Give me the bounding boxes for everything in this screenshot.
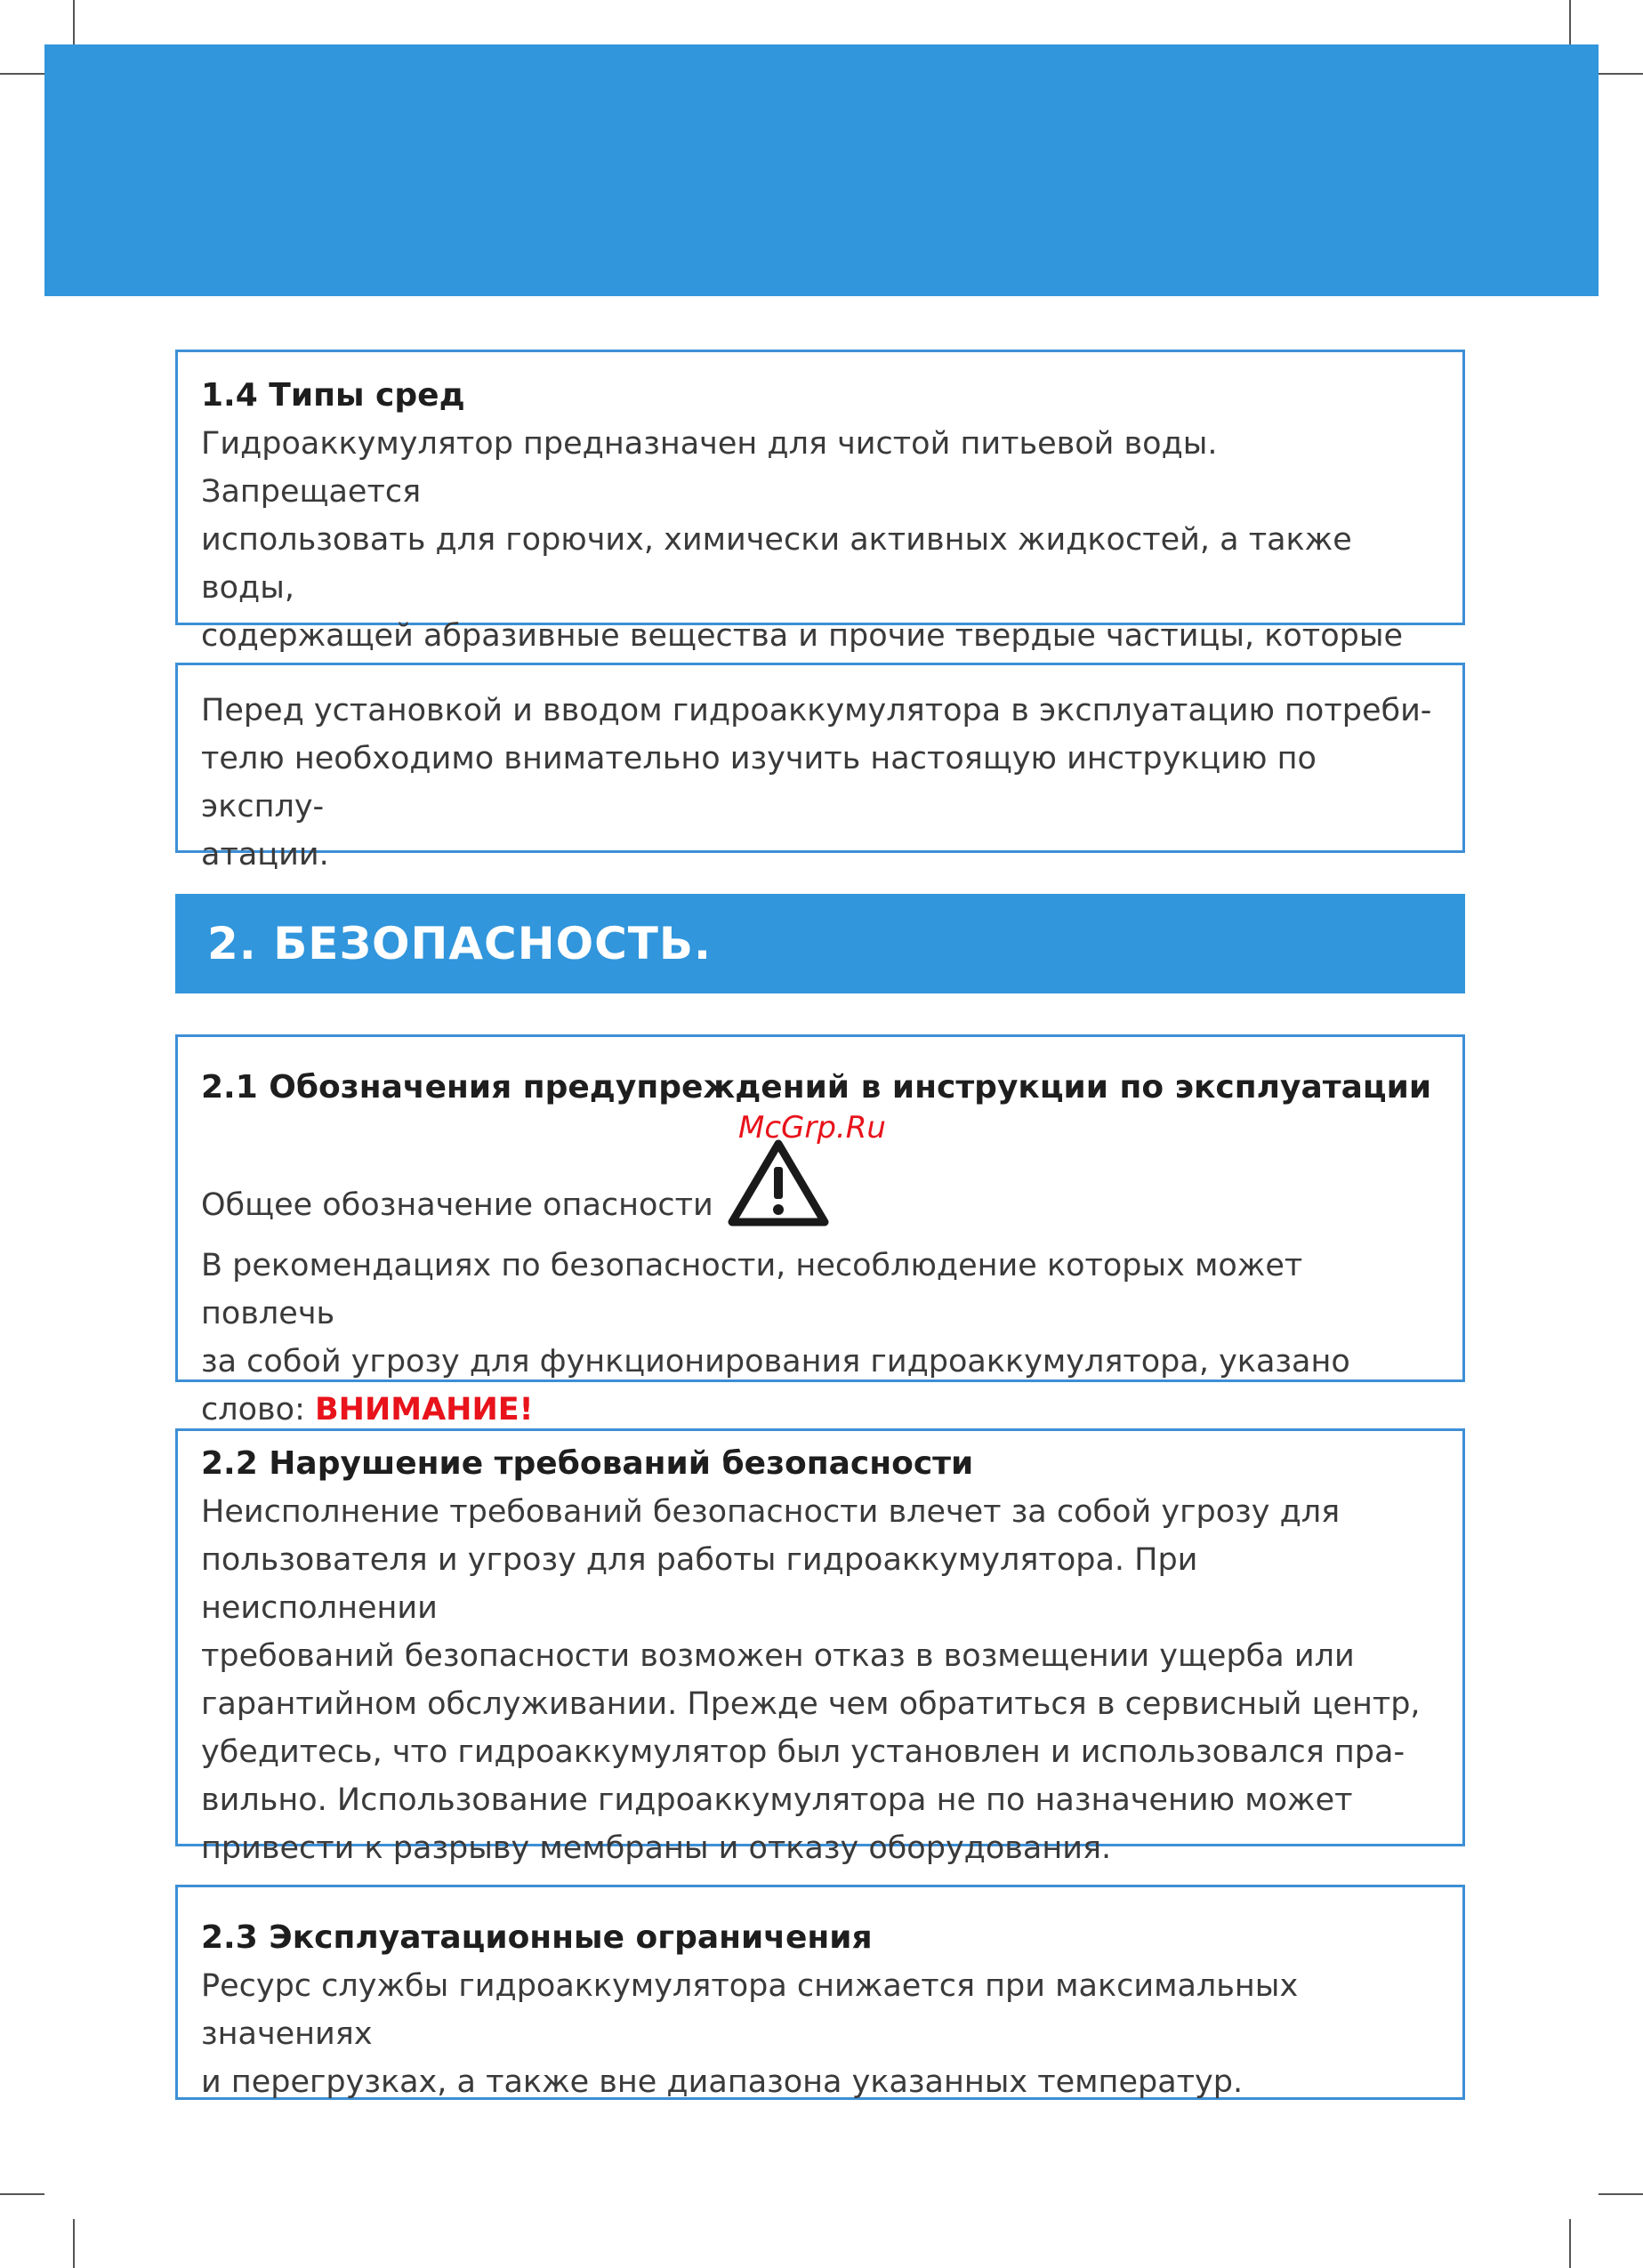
body-line: пользователя и угрозу для работы гидроаккумулятора. При неисполнении (201, 1542, 1198, 1626)
hazard-line (201, 1138, 1439, 1242)
body-line: использовать для горючих, химически активных жидкостей, а также воды, (201, 522, 1352, 606)
section-2-heading: 2. БЕЗОПАСНОСТЬ. (207, 918, 712, 969)
crop-mark (0, 2193, 44, 2195)
section-2-1-title: 2.1 Обозначения предупреждений в инструкции по эксплуатации (201, 1069, 1432, 1106)
notice-body (201, 687, 1439, 879)
crop-mark (73, 2219, 75, 2268)
crop-mark (1599, 73, 1643, 75)
body-line: за собой угрозу для функционирования гидроаккумулятора, указано (201, 1344, 1350, 1379)
section-2-3-body (201, 1962, 1439, 2106)
section-2-1-box (175, 1034, 1465, 1428)
section-1-4-title: 1.4 Типы сред (201, 377, 465, 414)
body-line: гарантийном обслуживании. Прежде чем обратиться в сервисный центр, (201, 1686, 1421, 1722)
section-2-1-body (201, 1138, 1439, 1434)
section-2-header (175, 894, 1465, 993)
body-line: убедитесь, что гидроаккумулятор был установлен и использовался пра- (201, 1734, 1405, 1770)
body-line: Перед установкой и вводом гидроаккумулятора в эксплуатацию потреби- (201, 693, 1432, 728)
top-banner (44, 44, 1599, 296)
crop-mark (1599, 2193, 1643, 2195)
body-line: Ресурс службы гидроаккумулятора снижается при максимальных значениях (201, 1968, 1299, 2052)
body-line: Неисполнение требований безопасности влечет за собой угрозу для (201, 1494, 1341, 1530)
body-line: атации. (201, 837, 329, 873)
crop-mark (1569, 2219, 1571, 2268)
body-line: Гидроаккумулятор предназначен для чистой питьевой воды. Запрещается (201, 426, 1218, 510)
section-2-2-box (175, 1428, 1465, 1866)
section-2-2-title: 2.2 Нарушение требований безопасности (201, 1445, 974, 1482)
section-2-2-body (201, 1488, 1439, 1872)
section-2-3-title: 2.3 Эксплуатационные ограничения (201, 1919, 873, 1956)
warning-triangle-icon (727, 1138, 830, 1242)
watermark: McGrp.Ru (738, 1110, 886, 1146)
body-line: и перегрузках, а также вне диапазона указанных температур. (201, 2064, 1244, 2100)
notice-box (175, 663, 1465, 873)
body-line: содержащей абразивные вещества и прочие твердые частицы, которые (201, 618, 1403, 654)
crop-mark (73, 0, 75, 49)
body-line: требований безопасности возможен отказ в возмещении ущерба или (201, 1638, 1355, 1674)
section-2-3-box (175, 1885, 1465, 2100)
body-line: вильно. Использование гидроаккумулятора не по назначению может (201, 1782, 1353, 1818)
body-line: телю необходимо внимательно изучить настоящую инструкцию по эксплу- (201, 741, 1317, 824)
word-prefix: слово: (201, 1392, 315, 1428)
body-line (201, 1386, 1439, 1434)
crop-mark (1569, 0, 1571, 49)
body-line: В рекомендациях по безопасности, несоблюдение которых может повлечь (201, 1248, 1303, 1331)
crop-mark (0, 73, 44, 75)
body-line: привести к разрыву мембраны и отказу оборудования. (201, 1830, 1112, 1866)
hazard-label: Общее обозначение опасности (201, 1187, 713, 1223)
section-1-4-box (175, 350, 1465, 654)
warning-word: ВНИМАНИЕ! (315, 1392, 534, 1428)
